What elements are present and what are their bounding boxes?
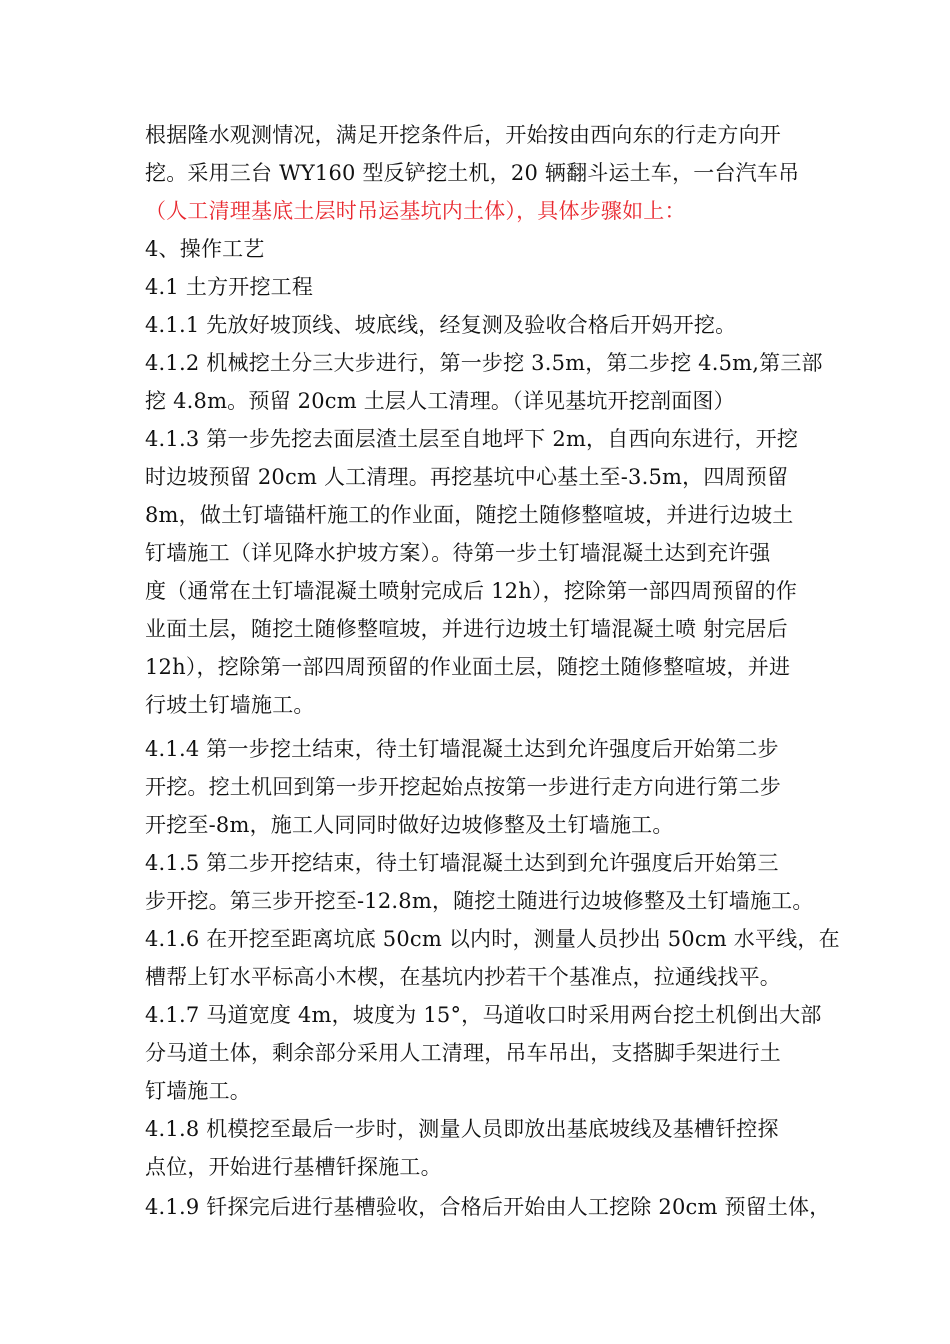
- text-line: 4.1.1 先放好坡顶线、坡底线，经复测及验收合格后开妈开挖。: [145, 313, 737, 337]
- text-line: 开挖至-8m，施工人同同时做好边坡修整及土钉墙施工。: [145, 813, 674, 837]
- text-line: 4.1.7 马道宽度 4m，坡度为 15°，马道收口时采用两台挖土机倒出大部: [145, 1003, 822, 1027]
- text-line: 4.1.3 第一步先挖去面层渣土层至自地坪下 2m，自西向东进行，开挖: [145, 427, 799, 451]
- subsection-heading: 4.1 土方开挖工程: [145, 275, 314, 299]
- text-line: 开挖。挖土机回到第一步开挖起始点按第一步进行走方向进行第二步: [145, 775, 781, 799]
- text-line: 点位，开始进行基槽钎探施工。: [145, 1155, 442, 1179]
- text-line: 4.1.6 在开挖至距离坑底 50cm 以内时，测量人员抄出 50cm 水平线，在: [145, 927, 840, 951]
- text-line: 时边坡预留 20cm 人工清理。再挖基坑中心基土至-3.5m，四周预留: [145, 465, 789, 489]
- text-line: 8m，做土钉墙锚杆施工的作业面，随挖土随修整喧坡，并进行边坡土: [145, 503, 794, 527]
- text-line: 钉墙施工（详见降水护坡方案）。待第一步土钉墙混凝土达到充许强: [145, 541, 771, 565]
- text-line: 4.1.4 第一步挖土结束，待土钉墙混凝土达到允许强度后开始第二步: [145, 737, 779, 761]
- text-line: 4.1.2 机械挖土分三大步进行，第一步挖 3.5m，第二步挖 4.5m,第三部: [145, 351, 823, 375]
- text-line: 度（通常在土钉墙混凝土喷射完成后 12h），挖除第一部四周预留的作: [145, 579, 798, 603]
- text-line: 挖。采用三台 WY160 型反铲挖土机，20 辆翻斗运土车，一台汽车吊: [145, 161, 800, 185]
- text-line: 4.1.5 第二步开挖结束，待土钉墙混凝土达到到允许强度后开始第三: [145, 851, 779, 875]
- text-line: 根据隆水观测情况，满足开挖条件后，开始按由西向东的行走方向开: [145, 123, 781, 147]
- text-line: 4.1.8 机模挖至最后一步时，测量人员即放出基底坡线及基槽钎控探: [145, 1117, 779, 1141]
- text-line: 4.1.9 钎探完后进行基槽验收，合格后开始由人工挖除 20cm 预留土体，: [145, 1195, 831, 1219]
- text-line: 分马道土体，剩余部分采用人工清理，吊车吊出，支搭脚手架进行土: [145, 1041, 781, 1065]
- text-line: 钉墙施工。: [145, 1079, 251, 1103]
- highlighted-text-line: （人工清理基底土层时吊运基坑内土体），具体步骤如上：: [145, 199, 686, 223]
- text-line: 行坡土钉墙施工。: [145, 693, 315, 717]
- section-heading: 4、操作工艺: [145, 237, 265, 261]
- text-line: 步开挖。第三步开挖至-12.8m，随挖土随进行边坡修整及土钉墙施工。: [145, 889, 814, 913]
- text-line: 12h），挖除第一部四周预留的作业面土层，随挖土随修整喧坡，并进: [145, 655, 791, 679]
- text-line: 槽帮上钉水平标高小木楔，在基坑内抄若干个基准点，拉通线找平。: [145, 965, 781, 989]
- text-line: 挖 4.8m。预留 20cm 土层人工清理。（详见基坑开挖剖面图）: [145, 389, 735, 413]
- text-line: 业面土层，随挖土随修整喧坡，并进行边坡土钉墙混凝土喷 射完居后: [145, 617, 788, 641]
